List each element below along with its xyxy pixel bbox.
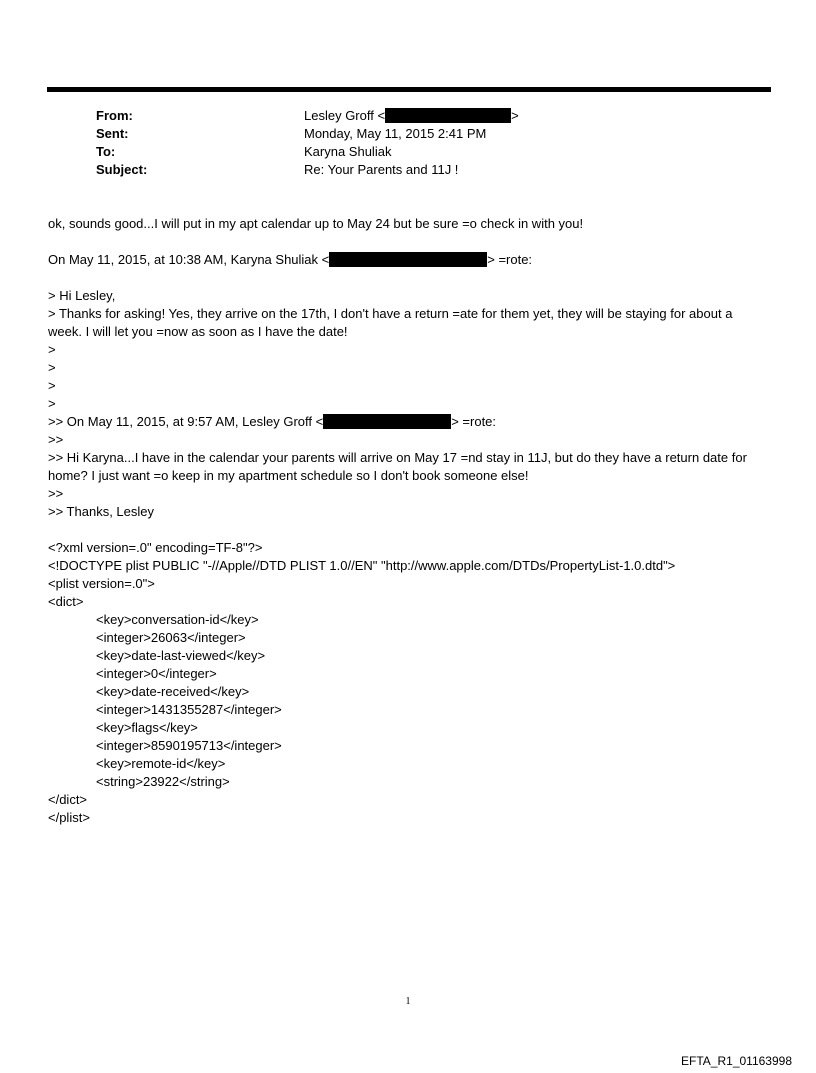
from-value: Lesley Groff < > <box>304 108 519 123</box>
nested-quoted-line: >> <box>48 486 64 501</box>
plist-line: <plist version=.0"> <box>48 576 155 591</box>
plist-line: </plist> <box>48 810 90 825</box>
plist-line: <key>date-last-viewed</key> <box>96 648 266 663</box>
plist-line: <integer>0</integer> <box>96 666 217 681</box>
plist-line: <key>conversation-id</key> <box>96 612 259 627</box>
nested-quoted-line: >> <box>48 432 64 447</box>
plist-line: <string>23922</string> <box>96 774 230 789</box>
sent-value: Monday, May 11, 2015 2:41 PM <box>304 126 487 141</box>
plist-line: <integer>8590195713</integer> <box>96 738 282 753</box>
plist-line: <dict> <box>48 594 84 609</box>
plist-line: <key>remote-id</key> <box>96 756 226 771</box>
redaction-box <box>329 252 487 267</box>
quoted-line: > <box>48 396 56 411</box>
plist-line: <integer>1431355287</integer> <box>96 702 282 717</box>
plist-line: </dict> <box>48 792 88 807</box>
quoted-line: > <box>48 342 56 357</box>
quoted-line: > Hi Lesley, <box>48 288 116 303</box>
plist-line: <key>date-received</key> <box>96 684 250 699</box>
bates-number: EFTA_R1_01163998 <box>681 1054 792 1068</box>
quoted-line: > <box>48 378 56 393</box>
subject-value: Re: Your Parents and 11J ! <box>304 162 459 177</box>
nested-quoted-line: >> Hi Karyna...I have in the calendar your parents will arrive on May 17 =nd stay in 11J, but do they have a return date for home? I just want =o keep in my apartment schedule so I don't book someone else! <box>48 450 747 483</box>
plist-line: <?xml version=.0" encoding=TF-8"?> <box>48 540 263 555</box>
body-line: ok, sounds good...I will put in my apt calendar up to May 24 but be sure =o check in with you! <box>48 216 584 231</box>
redaction-box <box>385 108 511 123</box>
nested-quote-intro: >> On May 11, 2015, at 9:57 AM, Lesley Groff < > =rote: <box>48 414 497 429</box>
plist-line: <key>flags</key> <box>96 720 198 735</box>
quote-intro: On May 11, 2015, at 10:38 AM, Karyna Shuliak < > =rote: <box>48 252 533 267</box>
quoted-line: > Thanks for asking! Yes, they arrive on the 17th, I don't have a return =ate for them yet, they will be staying for about a week. I will let you =now as soon as I have the date! <box>48 306 733 339</box>
from-label: From: <box>96 108 133 123</box>
to-value: Karyna Shuliak <box>304 144 392 159</box>
quoted-line: > <box>48 360 56 375</box>
sent-label: Sent: <box>96 126 129 141</box>
plist-line: <!DOCTYPE plist PUBLIC "-//Apple//DTD PLIST 1.0//EN" "http://www.apple.com/DTDs/PropertyList-1.0.dtd"> <box>48 558 676 573</box>
subject-label: Subject: <box>96 162 148 177</box>
to-label: To: <box>96 144 116 159</box>
nested-quoted-line: >> Thanks, Lesley <box>48 504 154 519</box>
redaction-box <box>323 414 451 429</box>
plist-line: <integer>26063</integer> <box>96 630 246 645</box>
page-number: 1 <box>405 996 411 1007</box>
header-rule <box>47 87 771 92</box>
